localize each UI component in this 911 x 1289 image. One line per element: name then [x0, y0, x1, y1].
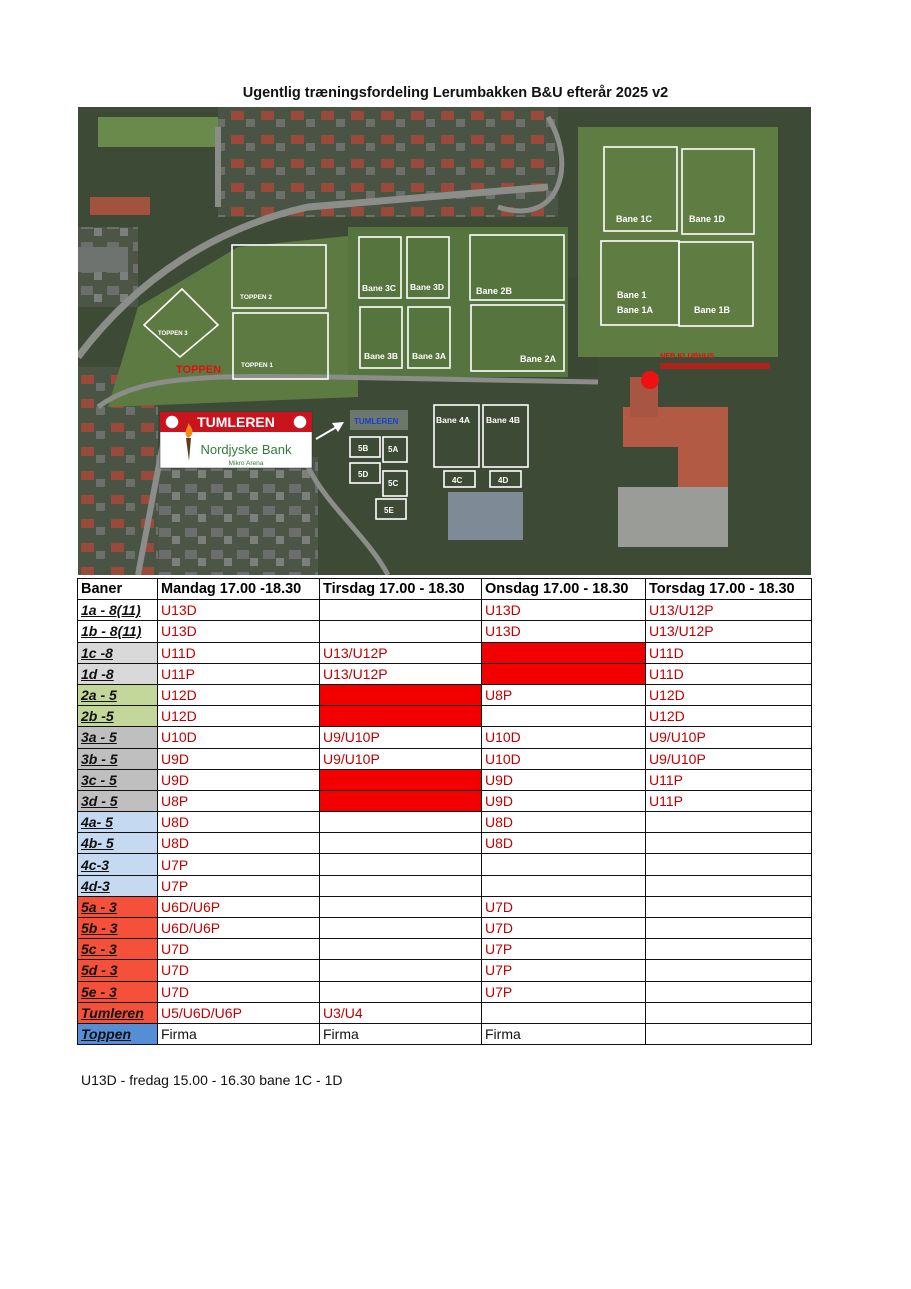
blocked-cell [320, 684, 482, 705]
label-bane-4a: Bane 4A [436, 415, 471, 425]
label-bane-1a: Bane 1A [617, 305, 654, 315]
schedule-cell [646, 833, 812, 854]
schedule-cell: U9D [482, 790, 646, 811]
schedule-cell: Firma [320, 1023, 482, 1044]
schedule-cell: U13D [482, 600, 646, 621]
table-row [78, 1002, 812, 1023]
tumleren-sign [160, 412, 312, 468]
field-map [78, 107, 811, 575]
schedule-cell: U11D [646, 663, 812, 684]
lane-label: 4d-3 [78, 875, 158, 896]
label-toppen-3: TOPPEN 3 [158, 331, 188, 337]
schedule-cell [482, 1002, 646, 1023]
label-toppen-area: TOPPEN [176, 364, 222, 376]
table-row [78, 621, 812, 642]
schedule-cell [482, 854, 646, 875]
table-row [78, 600, 812, 621]
schedule-cell [320, 854, 482, 875]
schedule-cell: U6D/U6P [158, 918, 320, 939]
blocked-cell [320, 769, 482, 790]
sign-bank: Nordjyske Bank [200, 442, 292, 457]
schedule-table [77, 578, 812, 1045]
schedule-cell: U9/U10P [320, 727, 482, 748]
schedule-cell: U8P [482, 684, 646, 705]
schedule-cell: U7D [158, 939, 320, 960]
lane-label: Toppen [78, 1023, 158, 1044]
schedule-cell [646, 812, 812, 833]
column-header: Baner [78, 579, 158, 600]
schedule-cell [482, 875, 646, 896]
label-bane-3d: Bane 3D [410, 282, 445, 292]
schedule-cell [320, 981, 482, 1002]
schedule-cell: Firma [482, 1023, 646, 1044]
schedule-cell: U7D [158, 960, 320, 981]
schedule-cell [320, 896, 482, 917]
lane-label: 3c - 5 [78, 769, 158, 790]
lane-label: 3d - 5 [78, 790, 158, 811]
lane-label: 1c -8 [78, 642, 158, 663]
column-header: Onsdag 17.00 - 18.30 [482, 579, 646, 600]
table-row [78, 833, 812, 854]
schedule-cell: U9D [482, 769, 646, 790]
label-tumleren-field: TUMLEREN [354, 417, 399, 426]
schedule-cell: U13/U12P [646, 600, 812, 621]
column-header: Tirsdag 17.00 - 18.30 [320, 579, 482, 600]
schedule-cell: U10D [482, 748, 646, 769]
schedule-cell [646, 854, 812, 875]
schedule-cell [646, 960, 812, 981]
schedule-cell: U12D [646, 706, 812, 727]
schedule-cell: U8D [158, 812, 320, 833]
lane-label: 3b - 5 [78, 748, 158, 769]
badge-icon [165, 415, 179, 429]
schedule-cell: U13D [158, 621, 320, 642]
schedule-cell: U9/U10P [320, 748, 482, 769]
sign-title: TUMLEREN [197, 414, 275, 430]
label-bane-2a: Bane 2A [520, 354, 557, 364]
schedule-cell: U8D [158, 833, 320, 854]
schedule-cell: U3/U4 [320, 1002, 482, 1023]
schedule-cell [320, 939, 482, 960]
schedule-cell: U12D [646, 684, 812, 705]
table-header-row [78, 579, 812, 600]
schedule-cell: U9D [158, 748, 320, 769]
table-row [78, 875, 812, 896]
schedule-cell: U6D/U6P [158, 896, 320, 917]
label-bane-2b: Bane 2B [476, 286, 513, 296]
label-toppen-1: TOPPEN 1 [241, 362, 274, 369]
schedule-cell: U8D [482, 833, 646, 854]
sign-arena: Mikro Arena [228, 460, 264, 467]
schedule-cell [646, 939, 812, 960]
label-bane-1b: Bane 1B [694, 305, 731, 315]
schedule-cell: U10D [482, 727, 646, 748]
schedule-cell: U7D [158, 981, 320, 1002]
lane-label: 4a- 5 [78, 812, 158, 833]
blocked-cell [320, 790, 482, 811]
lane-label: 5a - 3 [78, 896, 158, 917]
schedule-cell [646, 918, 812, 939]
table-row [78, 896, 812, 917]
table-row [78, 960, 812, 981]
label-bane-1d: Bane 1D [689, 214, 726, 224]
lane-label: 5b - 3 [78, 918, 158, 939]
schedule-cell [320, 833, 482, 854]
lane-label: 5d - 3 [78, 960, 158, 981]
schedule-cell: U7P [158, 875, 320, 896]
blocked-cell [482, 663, 646, 684]
label-bane-3c: Bane 3C [362, 283, 397, 293]
lane-label: 1d -8 [78, 663, 158, 684]
column-header: Mandag 17.00 -18.30 [158, 579, 320, 600]
label-4d: 4D [498, 476, 509, 485]
clubhouse-note: NFB KLUBHUS [660, 351, 715, 360]
schedule-cell [646, 981, 812, 1002]
table-row [78, 854, 812, 875]
label-bane-3a: Bane 3A [412, 351, 447, 361]
table-row [78, 812, 812, 833]
schedule-cell: U5/U6D/U6P [158, 1002, 320, 1023]
schedule-cell: U9/U10P [646, 727, 812, 748]
schedule-cell: U9D [158, 769, 320, 790]
schedule-cell: U7P [482, 960, 646, 981]
lane-label: 2b -5 [78, 706, 158, 727]
schedule-cell: U13D [482, 621, 646, 642]
schedule-cell [320, 960, 482, 981]
label-bane-1: Bane 1 [617, 290, 647, 300]
schedule-cell: U13/U12P [320, 663, 482, 684]
lane-label: 3a - 5 [78, 727, 158, 748]
schedule-cell [482, 706, 646, 727]
page-title: Ugentlig træningsfordeling Lerumbakken B&U efterår 2025 v2 [242, 85, 669, 101]
label-bane-1c: Bane 1C [616, 214, 653, 224]
schedule-cell: U7P [482, 981, 646, 1002]
label-5d: 5D [358, 470, 369, 479]
schedule-cell: U7D [482, 896, 646, 917]
lane-label: 5e - 3 [78, 981, 158, 1002]
table-row [78, 684, 812, 705]
schedule-cell: U7P [158, 854, 320, 875]
schedule-cell: U11P [158, 663, 320, 684]
label-5b: 5B [358, 444, 369, 453]
table-row [78, 918, 812, 939]
schedule-cell: U12D [158, 684, 320, 705]
table-row [78, 663, 812, 684]
table-row [78, 706, 812, 727]
footnote: U13D - fredag 15.00 - 16.30 bane 1C - 1D [81, 1072, 343, 1088]
table-row [78, 939, 812, 960]
schedule-cell [646, 1023, 812, 1044]
schedule-cell [320, 918, 482, 939]
schedule-cell: U12D [158, 706, 320, 727]
blocked-cell [482, 642, 646, 663]
schedule-cell [320, 600, 482, 621]
label-4c: 4C [452, 476, 463, 485]
table-row [78, 748, 812, 769]
schedule-cell: U7D [482, 918, 646, 939]
table-row [78, 769, 812, 790]
schedule-cell: U11D [646, 642, 812, 663]
label-bane-4b: Bane 4B [486, 415, 521, 425]
schedule-cell [320, 812, 482, 833]
schedule-cell: U8D [482, 812, 646, 833]
table-row [78, 981, 812, 1002]
schedule-cell: Firma [158, 1023, 320, 1044]
badge-icon [293, 415, 307, 429]
table-row [78, 790, 812, 811]
column-header: Torsdag 17.00 - 18.30 [646, 579, 812, 600]
schedule-cell [320, 875, 482, 896]
lane-label: Tumleren [78, 1002, 158, 1023]
lane-label: 5c - 3 [78, 939, 158, 960]
schedule-cell [646, 875, 812, 896]
blocked-cell [320, 706, 482, 727]
schedule-cell: U13D [158, 600, 320, 621]
table-row [78, 642, 812, 663]
schedule-cell [646, 896, 812, 917]
schedule-cell: U11D [158, 642, 320, 663]
label-5c: 5C [388, 479, 399, 488]
label-bane-3b: Bane 3B [364, 351, 399, 361]
schedule-cell: U7P [482, 939, 646, 960]
clubhouse-marker-icon [641, 371, 659, 389]
schedule-cell: U10D [158, 727, 320, 748]
label-5e: 5E [384, 506, 394, 515]
lane-label: 4b- 5 [78, 833, 158, 854]
schedule-cell: U13/U12P [320, 642, 482, 663]
schedule-cell: U8P [158, 790, 320, 811]
label-5a: 5A [388, 445, 399, 454]
schedule-cell: U13/U12P [646, 621, 812, 642]
schedule-cell: U11P [646, 769, 812, 790]
lane-label: 1b - 8(11) [78, 621, 158, 642]
table-row [78, 727, 812, 748]
label-toppen-2: TOPPEN 2 [240, 294, 273, 301]
schedule-cell [320, 621, 482, 642]
lane-label: 2a - 5 [78, 684, 158, 705]
schedule-cell: U11P [646, 790, 812, 811]
schedule-cell: U9/U10P [646, 748, 812, 769]
lane-label: 4c-3 [78, 854, 158, 875]
lane-label: 1a - 8(11) [78, 600, 158, 621]
table-row [78, 1023, 812, 1044]
schedule-cell [646, 1002, 812, 1023]
